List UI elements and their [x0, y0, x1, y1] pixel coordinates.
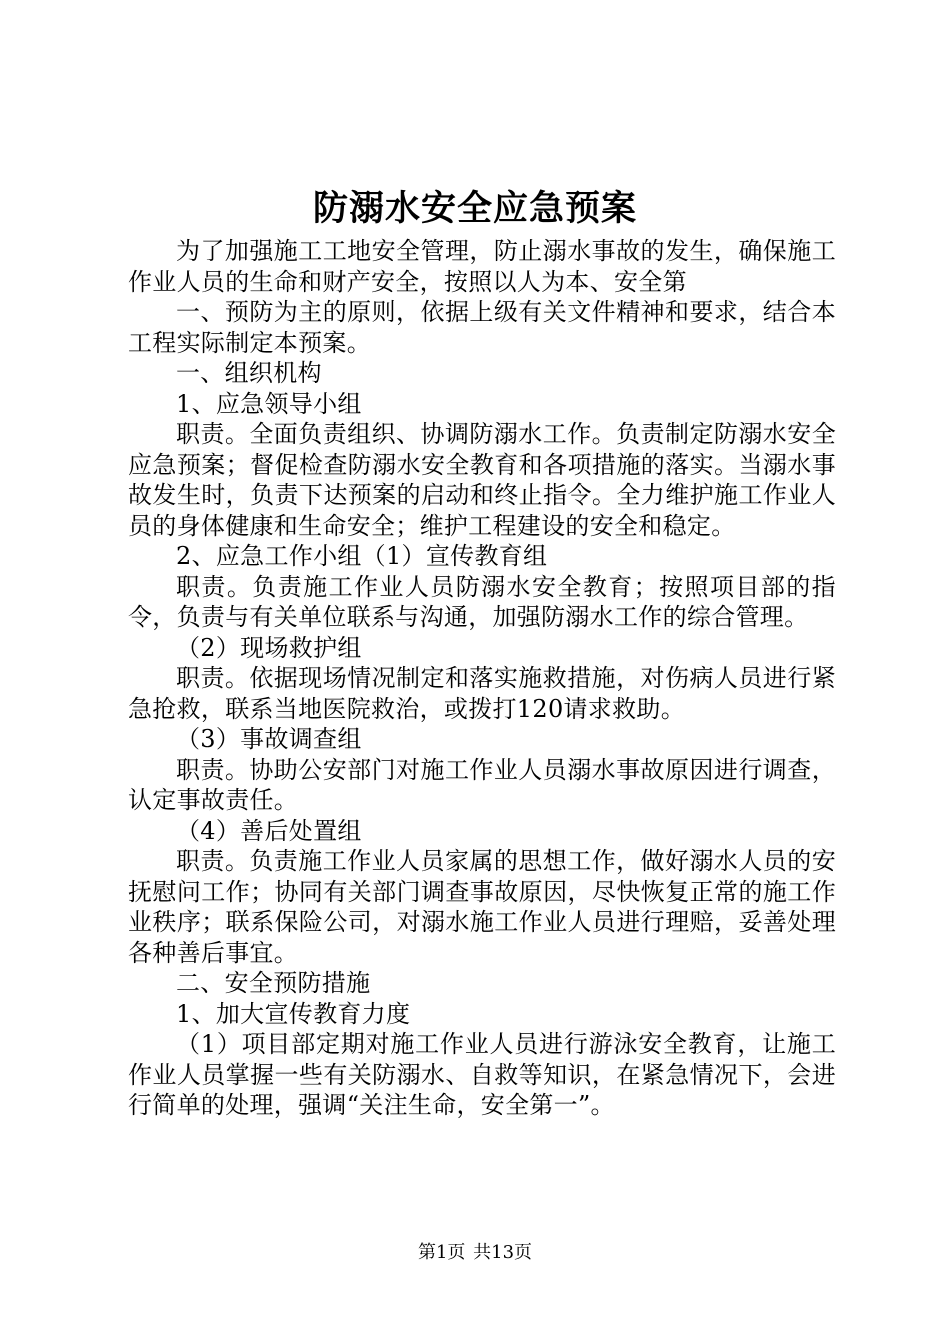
- heading-prevention-measures: 二、安全预防措施: [176, 969, 371, 997]
- paragraph-aftermath-duties: 职责。负责施工作业人员家属的思想工作，做好溺水人员的安抚慰问工作；协同有关部门调查事故原因，尽快恢复正常的施工作业秩序；联系保险公司，对溺水施工作业人员进行理赔，妥善处理各种善后事宜。: [128, 847, 836, 967]
- paragraph-investigation-duties: 职责。协助公安部门对施工作业人员溺水事故原因进行调查，认定事故责任。: [128, 755, 836, 814]
- paragraph-swimming-education: （1）项目部定期对施工作业人员进行游泳安全教育，让施工作业人员掌握一些有关防溺水、自救等知识，在紧急情况下，会进行简单的处理，强调“关注生命，安全第一”。: [128, 1030, 836, 1119]
- paragraph-education-duties: 职责。负责施工作业人员防溺水安全教育；按照项目部的指令，负责与有关单位联系与沟通，加强防溺水工作的综合管理。: [128, 572, 836, 631]
- heading-organization: 一、组织机构: [176, 359, 322, 387]
- heading-leadership-group: 1、应急领导小组: [176, 389, 362, 418]
- document-title: 防溺水安全应急预案: [312, 188, 637, 229]
- heading-work-groups: 2、应急工作小组（1）宣传教育组: [176, 542, 548, 570]
- paragraph-intro: 为了加强施工工地安全管理，防止溺水事故的发生，确保施工作业人员的生命和财产安全，按照以人为本、安全第: [128, 237, 836, 296]
- paragraph-principle: 一、预防为主的原则，依据上级有关文件精神和要求，结合本工程实际制定本预案。: [128, 298, 836, 357]
- page-footer: 第1页 共13页: [417, 1242, 533, 1263]
- heading-aftermath-group: （4）善后处置组: [176, 816, 362, 845]
- document-body: [128, 236, 836, 1121]
- heading-rescue-group: （2）现场救护组: [176, 633, 362, 662]
- heading-education-effort: 1、加大宣传教育力度: [176, 999, 411, 1028]
- paragraph-rescue-duties: 职责。依据现场情况制定和落实施救措施，对伤病人员进行紧急抢救，联系当地医院救治，或拨打120请求救助。: [128, 664, 836, 723]
- heading-investigation-group: （3）事故调查组: [176, 725, 362, 753]
- paragraph-leadership-duties: 职责。全面负责组织、协调防溺水工作。负责制定防溺水安全应急预案；督促检查防溺水安全教育和各项措施的落实。当溺水事故发生时，负责下达预案的启动和终止指令。全力维护施工作业人员的身体健康和生命安全；维护工程建设的安全和稳定。: [128, 420, 836, 540]
